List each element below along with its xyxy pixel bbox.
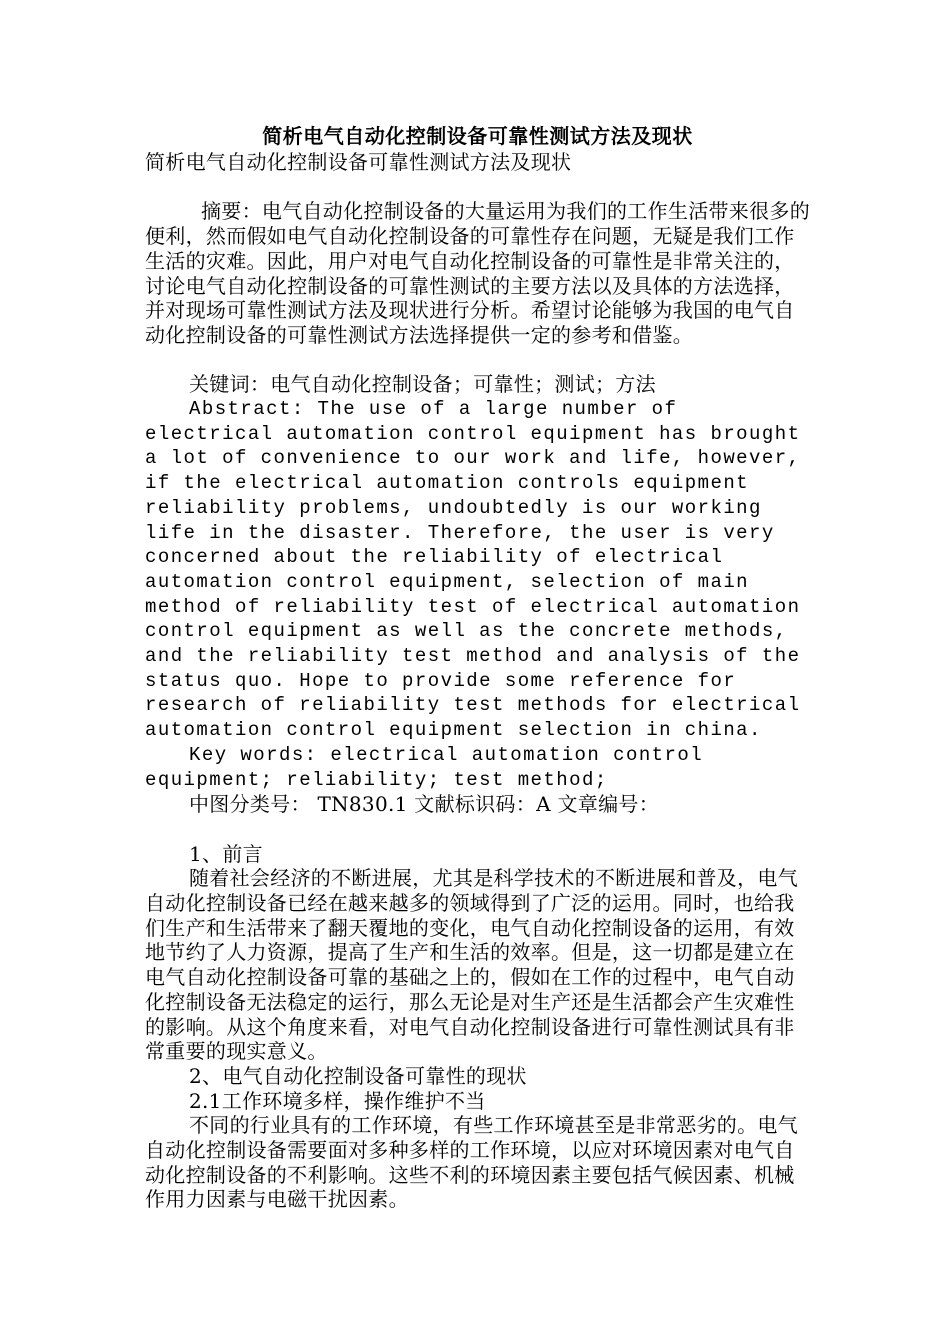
abstract-chinese: 摘要：电气自动化控制设备的大量运用为我们的工作生活带来很多的便利，然而假如电气自动化控制设备的可靠性存在问题，无疑是我们工作生活的灾难。因此，用户对电气自动化控制设备的可靠性是非常关注的，讨论电气自动化控制设备的可靠性测试的主要方法以及具体的方法选择，并对现场可靠性测试方法及现状进行分析。希望讨论能够为我国的电气自动化控制设备的可靠性测试方法选择提供一定的参考和借鉴。 xyxy=(145,199,810,347)
section-1-body: 随着社会经济的不断进展，尤其是科学技术的不断进展和普及，电气自动化控制设备已经在越来越多的领域得到了广泛的运用。同时，也给我们生产和生活带来了翻天覆地的变化，电气自动化控制设备的运用，有效地节约了人力资源，提高了生产和生活的效率。但是，这一切都是建立在电气自动化控制设备可靠的基础之上的，假如在工作的过程中，电气自动化控制设备无法稳定的运行，那么无论是对生产还是生活都会产生灾难性的影响。从这个角度来看，对电气自动化控制设备进行可靠性测试具有非常重要的现实意义。 xyxy=(145,866,798,1064)
section-1-heading: 1、前言 xyxy=(189,841,263,866)
keywords-english: Key words: electrical automation control equipment; reliability; test method; xyxy=(145,743,704,791)
spacer xyxy=(145,817,810,842)
section-2-heading: 2、电气自动化控制设备可靠性的现状 xyxy=(189,1063,527,1088)
section-2-1-heading: 2.1工作环境多样，操作维护不当 xyxy=(189,1088,486,1113)
section-2-1-body: 不同的行业具有的工作环境，有些工作环境甚至是非常恶劣的。电气自动化控制设备需要面对多种多样的工作环境，以应对环境因素对电气自动化控制设备的不利影响。这些不利的环境因素主要包括气候因素、机械作用力因素与电磁干扰因素。 xyxy=(145,1113,798,1212)
abstract-english: Abstract: The use of a large number of electrical automation control equipment has brought a lot of convenience to our work and life, however, if the electrical automation controls equipment reliability problems, undoubtedly is our working life in the disaster. Therefore, the user is very concerned about the reliability of electrical automation control equipment, selection of main method of reliability test of electrical automation control equipment as well as the concrete methods, and the reliability test method and analysis of the status quo. Hope to provide some reference for research of reliability test methods for electrical automation control equipment selection in china. xyxy=(145,398,801,742)
keywords-chinese: 关键词：电气自动化控制设备；可靠性；测试；方法 xyxy=(189,372,656,397)
spacer xyxy=(145,348,810,373)
spacer xyxy=(145,175,810,200)
document-page xyxy=(145,122,810,1212)
classification-line: 中图分类号： TN830.1 文献标识码：A 文章编号： xyxy=(189,792,660,817)
document-subtitle: 简析电气自动化控制设备可靠性测试方法及现状 xyxy=(145,150,572,174)
document-title: 简析电气自动化控制设备可靠性测试方法及现状 xyxy=(262,124,693,148)
